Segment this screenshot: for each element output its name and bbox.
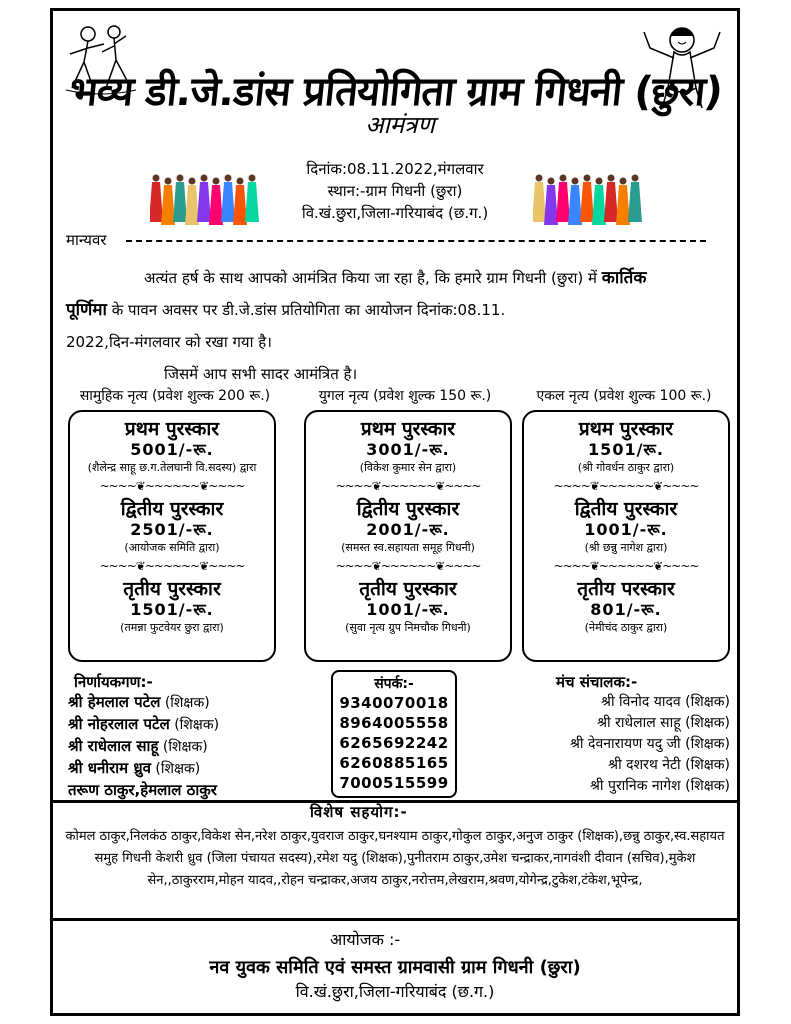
prize-box-duet [304, 410, 512, 662]
divider-flourish: ~~~~❦~~~~~~❦~~~~ [553, 479, 699, 493]
organizer-address: वि.खं.छुरा,जिला-गरियाबंद (छ.ग.) [295, 982, 495, 1001]
salutation: मान्यवर [66, 231, 107, 249]
prize-title: प्रथम पुरस्कार [360, 418, 456, 440]
dancer-figure-body [150, 182, 163, 222]
category-heading-duet: युगल नृत्य (प्रवेश शुल्क 150 रू.) [318, 388, 492, 404]
category-heading-solo: एकल नृत्य (प्रवेश शुल्क 100 रू.) [536, 388, 712, 404]
contact-number: 6265692242 [339, 734, 449, 752]
divider-flourish: ~~~~❦~~~~~~❦~~~~ [335, 479, 481, 493]
dancer-figure-head [584, 175, 591, 182]
stage-host: श्री पुरानिक नागेश (शिक्षक) [590, 778, 730, 794]
contact-heading: संपर्क:- [374, 676, 414, 692]
stage-host: श्री राधेलाल साहू (शिक्षक) [597, 715, 730, 731]
dancer-figure-head [165, 178, 172, 185]
invitation-letter [66, 262, 726, 390]
letter-line-1: अत्यंत हर्ष के साथ आपको आमंत्रित किया जा रहा है, कि हमारे ग्राम गिधनी (छुरा) में [144, 269, 597, 287]
judge-name: श्री हेमलाल पटेल [68, 693, 161, 711]
letter-line-2: के पावन अवसर पर डी.जे.डांस प्रतियोगिता का आयोजन दिनांक:08.11. [111, 301, 506, 319]
stage-host: श्री विनोद यादव (शिक्षक) [601, 694, 730, 710]
judge-item [68, 692, 219, 714]
prize-title: द्वितीय पुरस्कार [574, 498, 678, 520]
dancer-figure-body [197, 182, 211, 222]
event-details [240, 158, 550, 224]
dancer-figure-body [628, 182, 642, 222]
stage-hosts-list [504, 692, 730, 797]
prize-amount: 5001/-रू. [130, 440, 214, 459]
judge-name: तरूण ठाकुर,हेमलाल ठाकुर [68, 781, 217, 799]
dancer-figure-body [568, 185, 582, 225]
judge-role: (शिक्षक) [164, 695, 210, 711]
dancer-figure-body [580, 182, 594, 222]
letter-highlight-2: पूर्णिमा [66, 300, 107, 320]
judge-name: श्री राधेलाल साहू [68, 737, 159, 755]
prize-amount: 1501/रू. [588, 440, 664, 459]
dancer-figure-body [173, 182, 187, 222]
dancer-figure-body [604, 182, 618, 222]
divider-flourish: ~~~~❦~~~~~~❦~~~~ [335, 559, 481, 573]
judge-role: (शिक्षक) [155, 761, 201, 777]
judge-role: (शिक्षक) [174, 717, 220, 733]
judge-role: (शिक्षक) [162, 739, 208, 755]
contact-number: 8964005558 [339, 714, 449, 732]
dancer-figure-body [616, 185, 630, 225]
dancer-figure-head [560, 175, 567, 182]
prize-amount: 2501/-रू. [130, 520, 214, 539]
prize-amount: 2001/-रू. [366, 520, 450, 539]
judge-name: श्री नोहरलाल पटेल [68, 715, 170, 733]
judges-list [68, 692, 219, 802]
prize-sponsor: (आयोजक समिति द्वारा) [124, 541, 220, 554]
stage-hosts-heading: मंच संचालक:- [556, 673, 638, 691]
organizer-name: नव युवक समिति एवं समस्त ग्रामवासी ग्राम गिधनी (छुरा) [209, 957, 581, 978]
dancer-figure-body [221, 182, 235, 222]
category-heading-group: सामुहिक नृत्य (प्रवेश शुल्क 200 रू.) [79, 388, 271, 404]
event-address: वि.खं.छुरा,जिला-गरियाबंद (छ.ग.) [301, 204, 489, 222]
prize-amount: 1501/-रू. [130, 600, 214, 619]
section-divider [50, 918, 740, 921]
divider-flourish: ~~~~❦~~~~~~❦~~~~ [553, 559, 699, 573]
stage-host: श्री देवनारायण यदु जी (शिक्षक) [570, 736, 730, 752]
contact-number: 6260885165 [339, 754, 449, 772]
letter-line-4: जिसमें आप सभी सादर आमंत्रित है। [164, 365, 358, 383]
dancer-figure-head [632, 175, 639, 182]
invitation-word: आमंत्रण [365, 111, 435, 139]
prize-sponsor: (विकेश कुमार सेन द्वारा) [359, 461, 457, 474]
letter-highlight-1: कार्तिक [601, 268, 647, 288]
prize-title: द्वितीय पुरस्कार [356, 498, 460, 520]
prize-sponsor: (तमन्ना फुटवेयर छुरा द्वारा) [120, 621, 224, 634]
dancer-figure-head [153, 175, 160, 182]
prize-sponsor: (सुवा नृत्य ग्रुप निमचौक गिधनी) [345, 621, 471, 634]
judge-name: श्री धनीराम ध्रुव [68, 759, 151, 777]
dancer-figure-head [189, 178, 196, 185]
poster-title: भव्य डी.जे.डांस प्रतियोगिता ग्राम गिधनी (छुरा) [67, 69, 725, 115]
event-date: दिनांक:08.11.2022,मंगलवार [306, 160, 484, 178]
dancer-figure-body [209, 185, 223, 225]
dancer-figure-head [177, 175, 184, 182]
prize-title: तृतीय परस्कार [577, 578, 675, 600]
prize-title: द्वितीय पुरस्कार [120, 498, 224, 520]
dancer-figure-head [596, 178, 603, 185]
prize-sponsor: (समस्त स्व.सहायता समूह गिधनी) [341, 541, 475, 554]
dancer-figure-head [225, 175, 232, 182]
stage-host: श्री दशरथ नेटी (शिक्षक) [608, 757, 730, 773]
organizer-heading: आयोजक :- [330, 930, 401, 949]
contact-number: 7000515599 [339, 774, 449, 792]
prize-amount: 1001/-रू. [366, 600, 450, 619]
prize-sponsor: (नेमीचंद ठाकुर द्वारा) [584, 621, 668, 634]
judge-item [68, 736, 219, 758]
prize-amount: 3001/-रू. [366, 440, 450, 459]
dancer-figure-head [213, 178, 220, 185]
dancer-figure-body [556, 182, 570, 222]
prize-box-group [68, 410, 276, 662]
divider-flourish: ~~~~❦~~~~~~❦~~~~ [99, 559, 245, 573]
salutation-dashes [126, 240, 706, 242]
letter-line-3: 2022,दिन-मंगलवार को रखा गया है। [66, 333, 272, 351]
prize-title: तृतीय पुरस्कार [359, 578, 457, 600]
prize-sponsor: (शैलेन्द्र साहू छ.ग.तेलघानी वि.सदस्य) द्वारा [87, 461, 257, 474]
prize-box-solo [522, 410, 730, 662]
dancer-figure-head [608, 175, 615, 182]
prize-amount: 801/-रू. [590, 600, 662, 619]
dancer-figure-head [620, 178, 627, 185]
dancer-figure-head [572, 178, 579, 185]
judge-item [68, 714, 219, 736]
judges-heading: निर्णायकगण:- [74, 673, 153, 691]
dancer-figure-body [592, 185, 606, 225]
divider-flourish: ~~~~❦~~~~~~❦~~~~ [99, 479, 245, 493]
special-support-heading: विशेष सहयोग:- [310, 803, 408, 821]
special-support-list: कोमल ठाकुर,निलकंठ ठाकुर,विकेश सेन,नरेश ठाकुर,युवराज ठाकुर,घनश्याम ठाकुर,गोकुल ठाकुर,अनुज ठाकुर (शिक्षक),छन्नु ठाकुर,स्व.सहायत समुह गिधनी केशरी ध्रुव (जिला पंचायत सदस्य),रमेश यदु (शिक्षक),पुनीतराम ठाकुर,उमेश चन्द्राकर,नागवंशी दीवान (सचिव),मुकेश सेन,,ठाकुरराम,मोहन यादव,,रोहन चन्द्राकर,अजय ठाकुर,नरोत्तम,लेखराम,श्रवण,योगेन्द्र,टुकेश,टंकेश,भूपेन्द्र, [65, 829, 725, 888]
dancer-figure-head [201, 175, 208, 182]
dancer-figure-body [185, 185, 199, 225]
prize-title: प्रथम पुरस्कार [124, 418, 220, 440]
prize-sponsor: (श्री छन्नु नागेश द्वारा) [584, 541, 668, 554]
prize-title: तृतीय पुरस्कार [123, 578, 221, 600]
prize-title: प्रथम पुरस्कार [578, 418, 674, 440]
judge-item [68, 758, 219, 780]
contact-number: 9340070018 [339, 694, 449, 712]
prize-amount: 1001/-रू. [584, 520, 668, 539]
event-venue: स्थान:-ग्राम गिधनी (छुरा) [327, 182, 463, 200]
prize-sponsor: (श्री गोवर्धन ठाकुर द्वारा) [577, 461, 675, 474]
judge-item [68, 780, 219, 802]
dancer-figure-body [161, 185, 175, 225]
contact-box [331, 670, 457, 798]
